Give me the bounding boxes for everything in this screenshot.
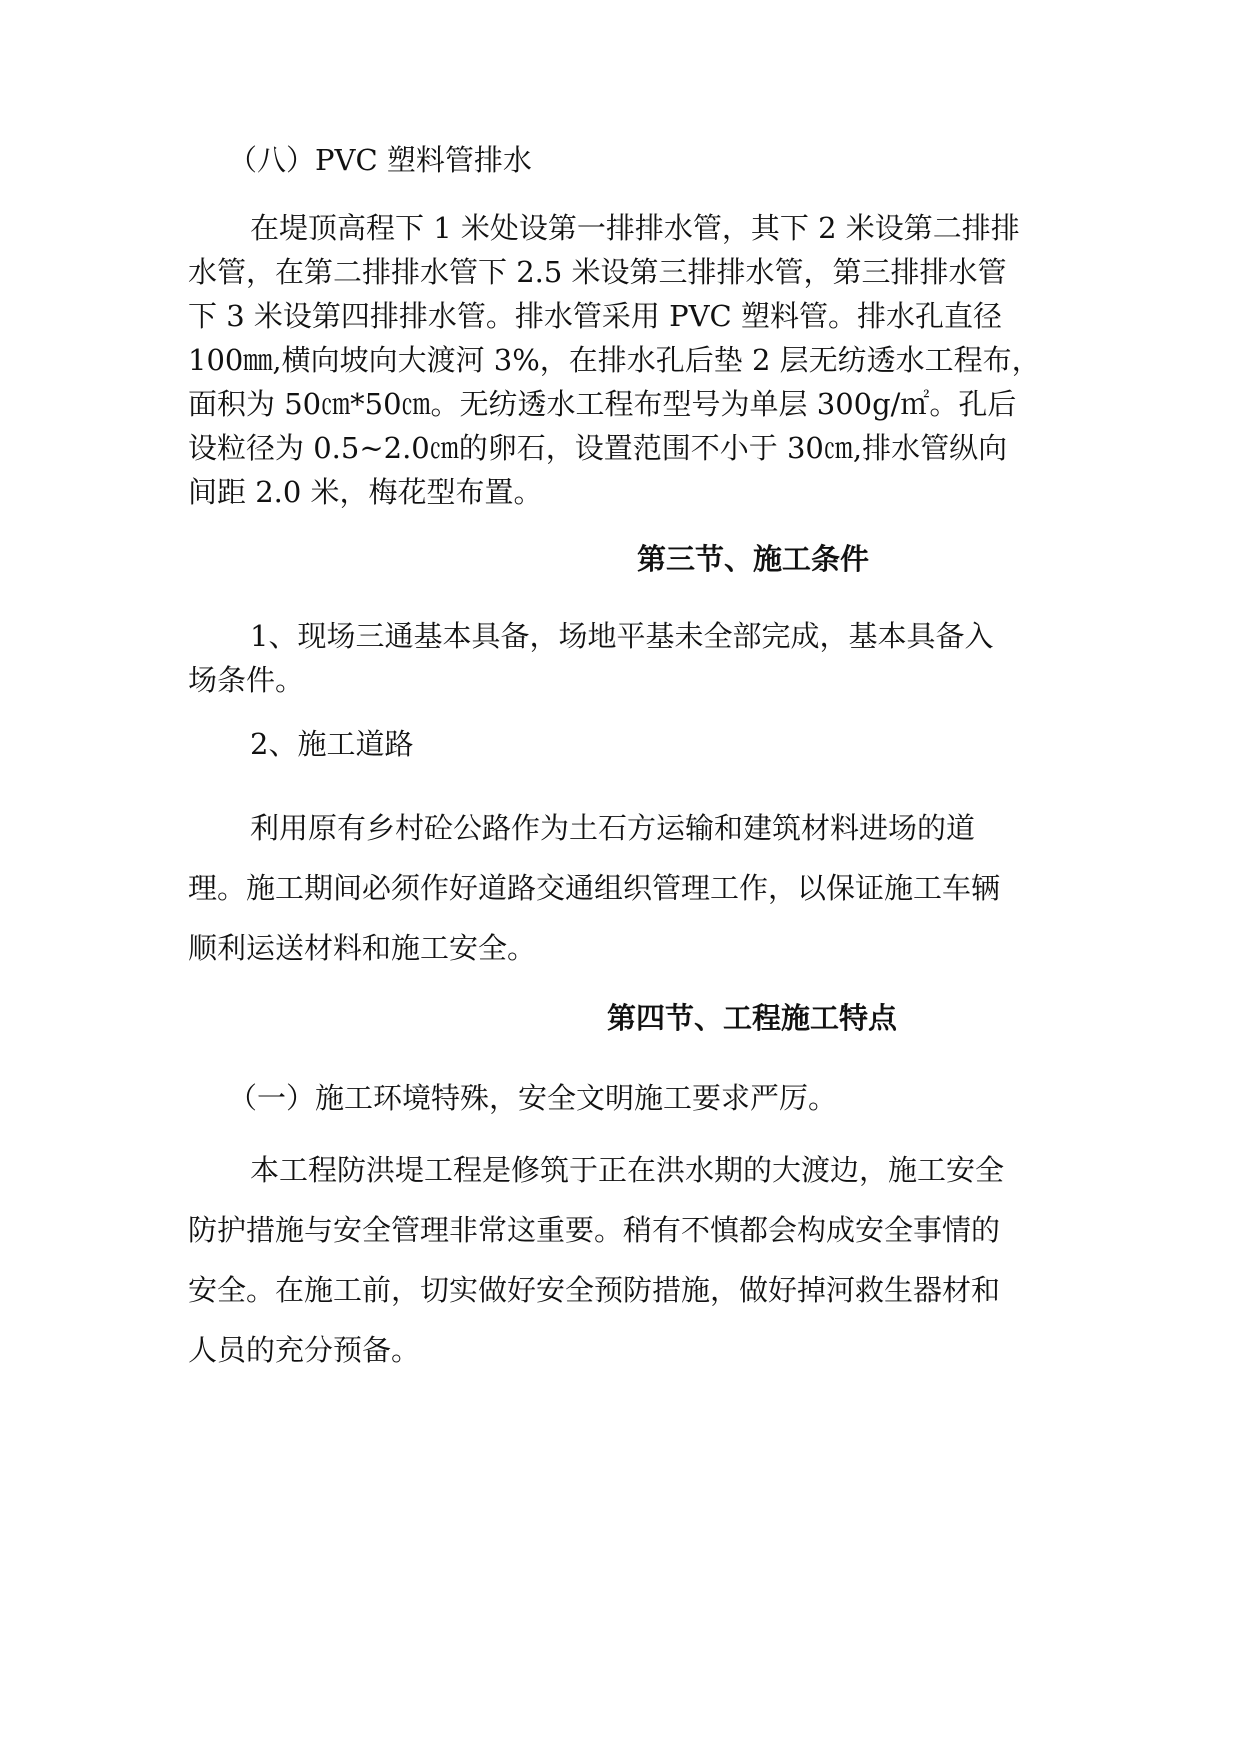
section-8-paragraph	[188, 206, 1056, 514]
paragraph-line: 1、现场三通基本具备，场地平基未全部完成，基本具备入	[250, 619, 994, 653]
point-1-title: （一）施工环境特殊，安全文明施工要求严厉。	[228, 1081, 838, 1115]
paragraph-line: 间距 2.0 米，梅花型布置。	[188, 475, 543, 509]
paragraph-line: 防护措施与安全管理非常这重要。稍有不慎都会构成安全事情的	[188, 1213, 1001, 1247]
paragraph-line: 下 3 米设第四排排水管。排水管采用 PVC 塑料管。排水孔直径	[188, 299, 1002, 333]
safety-paragraph	[188, 1140, 1056, 1380]
item-1-paragraph	[188, 614, 1056, 702]
section-3-heading: 第三节、施工条件	[637, 542, 870, 576]
paragraph-line: 100㎜,横向坡向大渡河 3%，在排水孔后垫 2 层无纺透水工程布，	[188, 343, 1041, 377]
paragraph-line: 安全。在施工前，切实做好安全预防措施，做好掉河救生器材和	[188, 1273, 1001, 1307]
paragraph-line: 理。施工期间必须作好道路交通组织管理工作，以保证施工车辆	[188, 871, 1001, 905]
paragraph-line: 面积为 50㎝*50㎝。无纺透水工程布型号为单层 300g/㎡。孔后	[188, 387, 1017, 421]
section-4-heading: 第四节、工程施工特点	[607, 1001, 898, 1035]
paragraph-line: 利用原有乡村砼公路作为土石方运输和建筑材料进场的道	[250, 811, 976, 845]
paragraph-line: 场条件。	[188, 663, 305, 697]
item-2-title: 2、施工道路	[250, 727, 414, 761]
paragraph-line: 设粒径为 0.5~2.0㎝的卵石，设置范围不小于 30㎝,排水管纵向	[188, 431, 1008, 465]
paragraph-line: 顺利运送材料和施工安全。	[188, 931, 537, 965]
paragraph-line: 在堤顶高程下 1 米处设第一排排水管，其下 2 米设第二排排	[250, 211, 1020, 245]
paragraph-line: 水管，在第二排排水管下 2.5 米设第三排排水管，第三排排水管	[188, 255, 1007, 289]
paragraph-line: 人员的充分预备。	[188, 1333, 421, 1367]
section-8-title: （八）PVC 塑料管排水	[228, 143, 532, 177]
paragraph-line: 本工程防洪堤工程是修筑于正在洪水期的大渡边，施工安全	[250, 1153, 1005, 1187]
road-paragraph	[188, 798, 1056, 978]
